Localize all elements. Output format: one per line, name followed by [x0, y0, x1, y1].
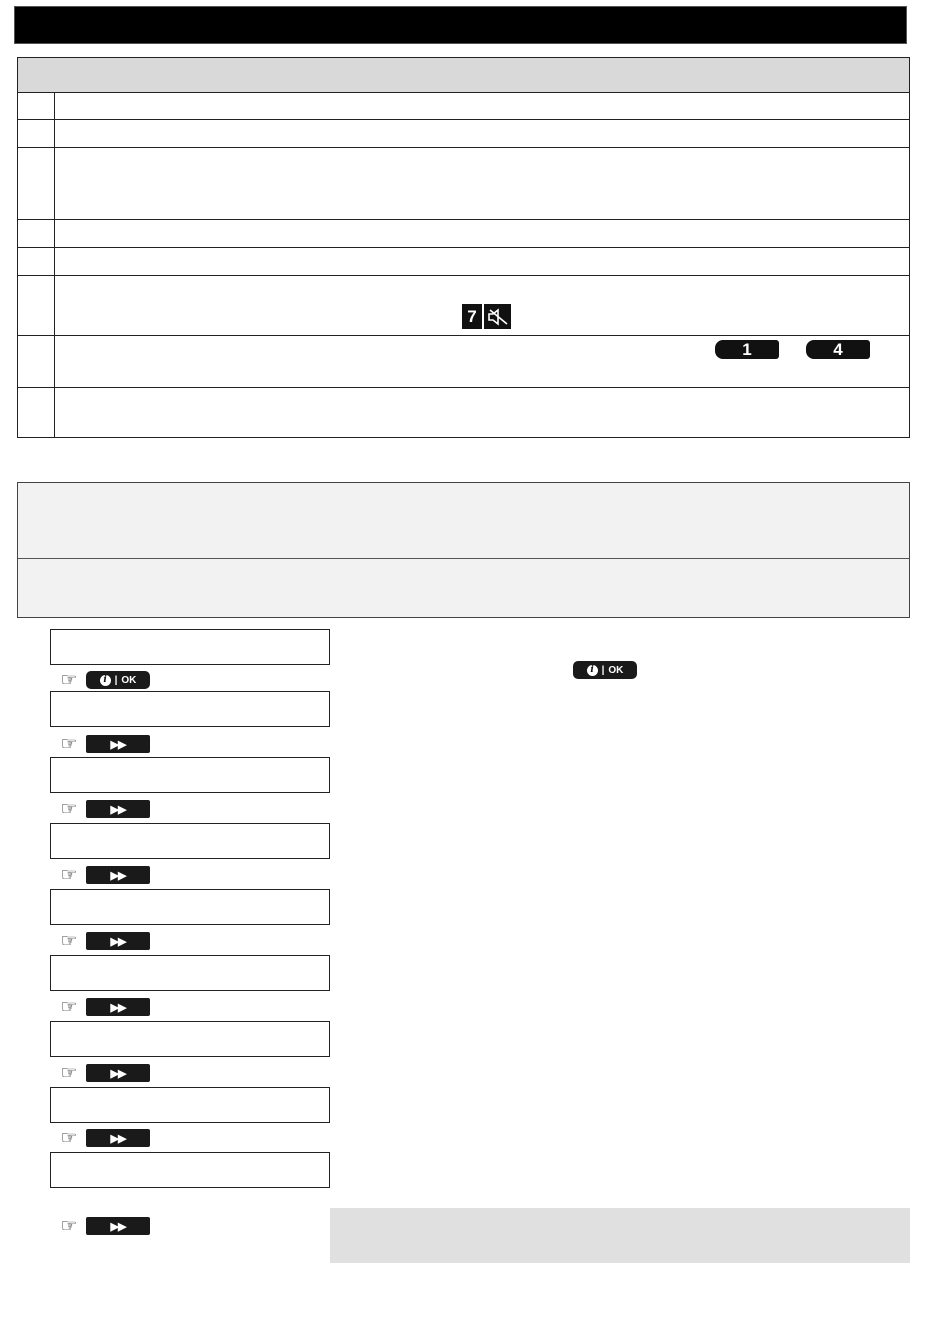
- lcd-display: [50, 757, 330, 793]
- table-row: [18, 275, 909, 336]
- step-press-next: [55, 1216, 150, 1236]
- pointing-hand-icon: ☞: [60, 1127, 78, 1149]
- lcd-display: [50, 823, 330, 859]
- table-header: [18, 58, 909, 93]
- step-press-ok: [55, 670, 150, 690]
- key-7: 7: [462, 304, 482, 329]
- table-row: [18, 93, 909, 120]
- row-number-cell: [18, 147, 55, 219]
- table-row: [18, 119, 909, 148]
- next-button[interactable]: ▶▶: [86, 1217, 150, 1235]
- pointing-hand-icon: ☞: [60, 733, 78, 755]
- pointing-hand-icon: ☞: [60, 864, 78, 886]
- note-box: [330, 1208, 910, 1263]
- lcd-display: [50, 1152, 330, 1188]
- inline-info-ok-key: [573, 661, 637, 679]
- step-press-next: [55, 931, 150, 951]
- next-button[interactable]: ▶▶: [86, 932, 150, 950]
- step-press-next: [55, 734, 150, 754]
- step-press-next: [55, 865, 150, 885]
- pointing-hand-icon: ☞: [60, 1215, 78, 1237]
- lcd-display: [50, 691, 330, 727]
- info-icon: i: [100, 675, 111, 686]
- pointing-hand-icon: ☞: [60, 930, 78, 952]
- ok-label: OK: [608, 664, 624, 676]
- next-button[interactable]: ▶▶: [86, 866, 150, 884]
- next-button[interactable]: ▶▶: [86, 735, 150, 753]
- info-ok-button[interactable]: [86, 671, 150, 689]
- speaker-muted-icon: [484, 304, 511, 329]
- lcd-display: [50, 955, 330, 991]
- lcd-display: [50, 629, 330, 665]
- ok-separator: |: [601, 664, 605, 676]
- next-button[interactable]: ▶▶: [86, 1129, 150, 1147]
- pointing-hand-icon: ☞: [60, 669, 78, 691]
- title-banner: [14, 6, 907, 44]
- table-row: [18, 147, 909, 220]
- step-press-next: [55, 997, 150, 1017]
- next-button[interactable]: ▶▶: [86, 998, 150, 1016]
- key-4-button: 4: [806, 340, 870, 359]
- table-row: [18, 219, 909, 248]
- pointing-hand-icon: ☞: [60, 798, 78, 820]
- info-icon: i: [587, 665, 598, 676]
- table-row: [18, 335, 909, 388]
- table-row: [18, 387, 909, 437]
- steps-table: [17, 57, 910, 438]
- info-block: [17, 482, 910, 618]
- table-row: [18, 247, 909, 276]
- row-number-cell: [18, 335, 55, 387]
- step-press-next: [55, 1128, 150, 1148]
- pointing-hand-icon: ☞: [60, 1062, 78, 1084]
- lcd-display: [50, 1087, 330, 1123]
- next-button[interactable]: ▶▶: [86, 800, 150, 818]
- ok-label: OK: [121, 674, 137, 686]
- row-number-cell: [18, 119, 55, 147]
- key-1-button: 1: [715, 340, 779, 359]
- row-number-cell: [18, 219, 55, 247]
- step-press-next: [55, 1063, 150, 1083]
- lcd-display: [50, 1021, 330, 1057]
- row-number-cell: [18, 387, 55, 437]
- next-button[interactable]: ▶▶: [86, 1064, 150, 1082]
- step-press-next: [55, 799, 150, 819]
- pointing-hand-icon: ☞: [60, 996, 78, 1018]
- row-number-cell: [18, 275, 55, 335]
- lcd-display: [50, 889, 330, 925]
- divider: [18, 558, 909, 559]
- row-number-cell: [18, 93, 55, 119]
- row-number-cell: [18, 247, 55, 275]
- ok-separator: |: [114, 674, 118, 686]
